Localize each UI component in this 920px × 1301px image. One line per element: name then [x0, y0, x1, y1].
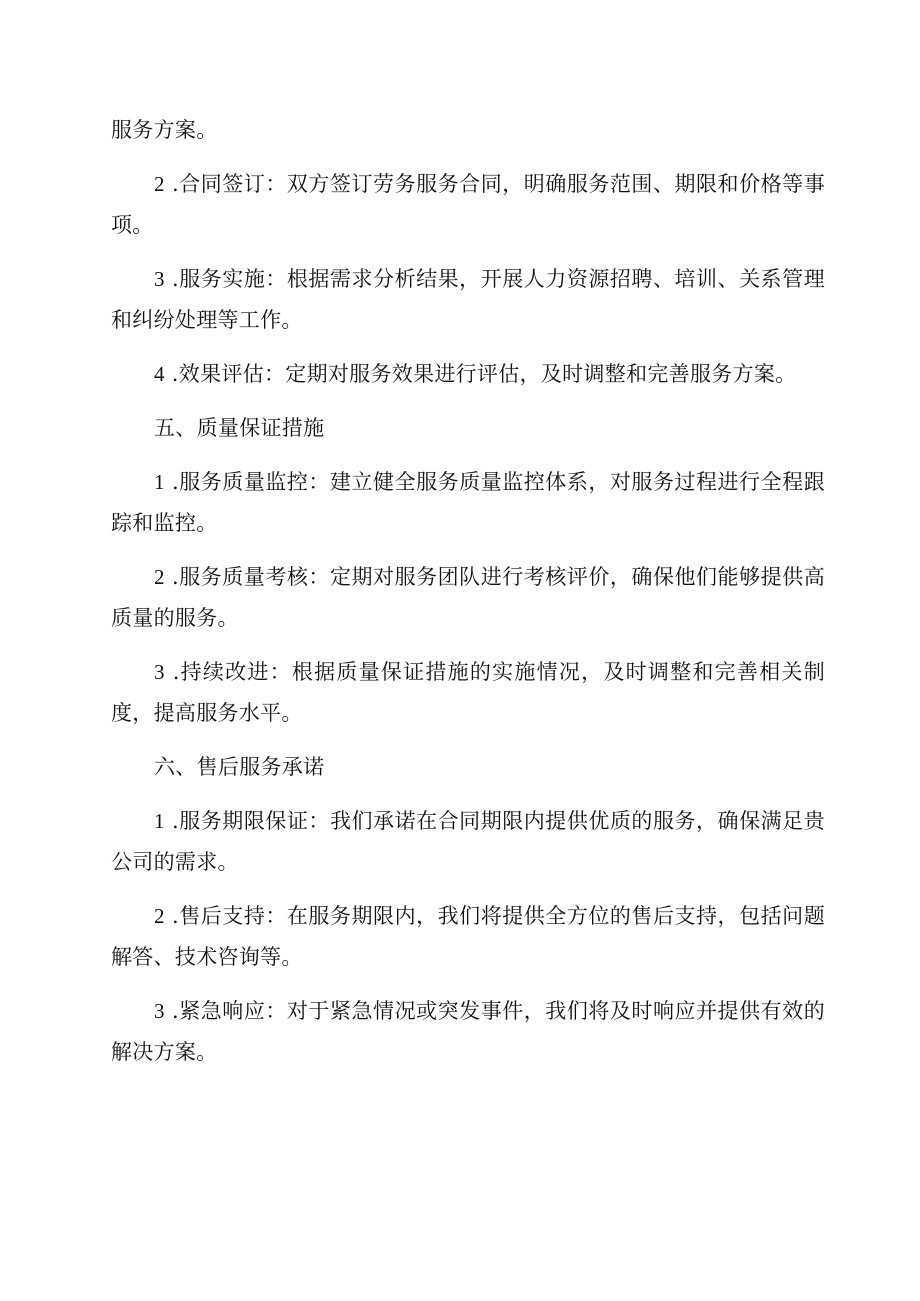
- process-item-contract: [111, 164, 825, 246]
- item-text: .售后支持：在服务期限内，我们将提供全方位的售后支持，包括问题解答、技术咨询等。: [111, 904, 825, 969]
- item-text: .效果评估：定期对服务效果进行评估，及时调整和完善服务方案。: [171, 362, 797, 386]
- process-item-implementation: [111, 259, 825, 341]
- item-number: 2: [154, 904, 165, 928]
- item-number: 4: [154, 362, 165, 386]
- item-text: .合同签订：双方签订劳务服务合同，明确服务范围、期限和价格等事项。: [111, 172, 825, 237]
- document-body: [111, 110, 825, 1086]
- item-text: .服务质量考核：定期对服务团队进行考核评价，确保他们能够提供高质量的服务。: [111, 565, 825, 630]
- lead-paragraph: 服务方案。: [111, 118, 218, 142]
- aftersales-item-emergency: [111, 991, 825, 1073]
- item-number: 1: [154, 470, 165, 494]
- item-text: .服务质量监控：建立健全服务质量监控体系，对服务过程进行全程跟踪和监控。: [111, 470, 825, 535]
- quality-item-improvement: [111, 652, 825, 734]
- item-number: 3: [154, 267, 165, 291]
- item-number: 2: [154, 172, 165, 196]
- section-heading-quality: 五、质量保证措施: [154, 416, 325, 440]
- item-number: 2: [154, 565, 165, 589]
- aftersales-item-support: [111, 896, 825, 978]
- item-number: 3: [154, 999, 165, 1023]
- quality-item-assessment: [111, 557, 825, 639]
- quality-item-monitoring: [111, 462, 825, 544]
- item-number: 3: [154, 660, 165, 684]
- item-text: .持续改进：根据质量保证措施的实施情况，及时调整和完善相关制度，提高服务水平。: [111, 660, 825, 725]
- item-text: .服务实施：根据需求分析结果，开展人力资源招聘、培训、关系管理和纠纷处理等工作。: [111, 267, 825, 332]
- process-item-evaluation: [111, 354, 825, 395]
- section-heading-aftersales: 六、售后服务承诺: [154, 755, 325, 779]
- item-text: .服务期限保证：我们承诺在合同期限内提供优质的服务，确保满足贵公司的需求。: [111, 809, 825, 874]
- item-text: .紧急响应：对于紧急情况或突发事件，我们将及时响应并提供有效的解决方案。: [111, 999, 825, 1064]
- aftersales-item-term: [111, 801, 825, 883]
- item-number: 1: [154, 809, 165, 833]
